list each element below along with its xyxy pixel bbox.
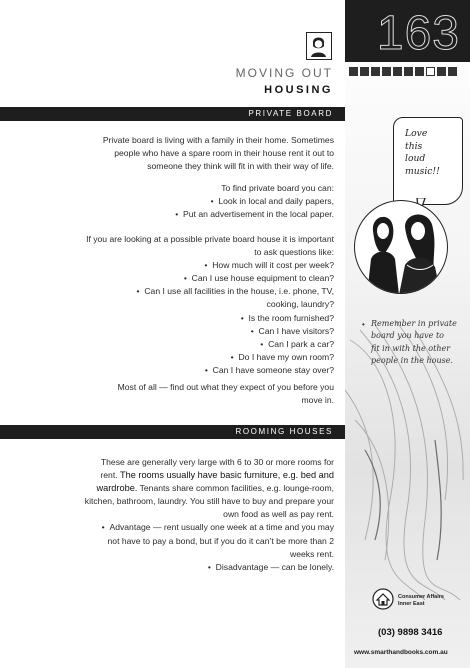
advantage-continued: not have to pay a bond, but if you do it can’t be more than 2 (107, 535, 334, 546)
text-line: Private board is living with a family in their home. Sometimes (102, 135, 334, 145)
list-item: • Can I have someone stay over? (74, 364, 334, 377)
list-item: • How much will it cost per week? (74, 259, 334, 272)
emphasis-text: wardrobe. (96, 483, 138, 494)
disadvantage-item: • Disadvantage — can be lonely. (74, 561, 334, 574)
sidebar-tip (360, 318, 460, 367)
page-number: 163 (376, 7, 460, 60)
progress-square (437, 67, 446, 76)
list-item: • Can I have visitors? (74, 325, 334, 338)
text-line: Most of all — find out what they expect of you before you (117, 382, 334, 392)
speech-bubble-text (405, 128, 463, 178)
find-board-list (84, 182, 334, 221)
phone-number: (03) 9898 3416 (378, 627, 443, 638)
org-line: Inner East (398, 601, 425, 607)
consumer-affairs-logo-icon (372, 588, 394, 610)
tip-bullet-icon: • (362, 320, 365, 329)
progress-square (393, 67, 402, 76)
tip-line: people in the house. (371, 355, 454, 365)
page-number-box (345, 0, 470, 62)
list-item-continued: cooking, laundry? (266, 299, 334, 310)
bubble-line: Love (405, 128, 428, 139)
progress-square (448, 67, 457, 76)
find-intro: To find private board you can: (221, 183, 334, 193)
list-item: • Can I use all facilities in the house, i.e. phone, TV, (74, 285, 334, 298)
progress-square (426, 67, 435, 76)
private-board-closing (84, 381, 334, 407)
list-item: • Put an advertisement in the local paper. (84, 208, 334, 221)
private-board-heading: PRIVATE BOARD (248, 109, 333, 118)
tip-line: board you have to (371, 331, 444, 341)
list-item: • Can I use house equipment to clean? (74, 272, 334, 285)
girls-illustration (354, 200, 448, 294)
text-line: These are generally very large with 6 to 30 or more rooms for (100, 457, 334, 467)
progress-square (415, 67, 424, 76)
org-line: Consumer Affairs (398, 594, 444, 600)
section-label: MOVING OUT (235, 66, 333, 80)
bubble-line: music!! (405, 165, 440, 177)
emphasis-text: The rooms usually have basic furniture, e.g. bed and (120, 470, 334, 481)
text-segment: Tenants share common facilities, e.g. lounge-room, (137, 483, 334, 494)
advantage-item: • Advantage — rent usually one week at a time and you may (74, 521, 334, 534)
list-item: • Do I have my own room? (74, 351, 334, 364)
progress-indicator (349, 67, 457, 76)
list-item: • Is the room furnished? (74, 312, 334, 325)
progress-square (360, 67, 369, 76)
rooming-houses-body (74, 456, 334, 574)
tip-line: Remember in private (371, 319, 457, 328)
text-line: move in. (301, 395, 334, 406)
bubble-line: this (405, 140, 423, 152)
avatar-icon (306, 32, 332, 60)
text-line (74, 482, 334, 495)
progress-square (382, 67, 391, 76)
text-line: kitchen, bathroom, laundry. You still have to buy and prepare your (84, 496, 334, 507)
list-item: • Can I park a car? (74, 338, 334, 351)
text-line: someone they think will fit in with their way of life. (147, 161, 334, 172)
text-line (74, 469, 334, 482)
progress-square (371, 67, 380, 76)
private-board-intro (84, 134, 334, 173)
ask-intro: to ask questions like: (254, 247, 334, 258)
rooming-houses-heading-bar (0, 425, 345, 439)
progress-square (349, 67, 358, 76)
text-line: own food as well as pay rent. (223, 509, 334, 520)
ask-intro: If you are looking at a possible private board house it is important (86, 234, 334, 244)
ask-questions-list (74, 233, 334, 377)
bubble-line: loud (405, 153, 426, 164)
list-item: • Look in local and daily papers, (84, 195, 334, 208)
rooming-houses-heading: ROOMING HOUSES (235, 427, 333, 436)
organisation-name (398, 594, 458, 608)
text-segment: rent. (100, 470, 120, 481)
tip-line: fit in with the other (371, 343, 451, 353)
advantage-continued: weeks rent. (290, 548, 334, 559)
private-board-heading-bar (0, 107, 345, 121)
progress-square (404, 67, 413, 76)
website-link[interactable]: www.smarthandbooks.com.au (354, 649, 448, 656)
text-line: people who have a spare room in their house rent it out to (114, 148, 334, 159)
page-title: HOUSING (264, 84, 333, 96)
